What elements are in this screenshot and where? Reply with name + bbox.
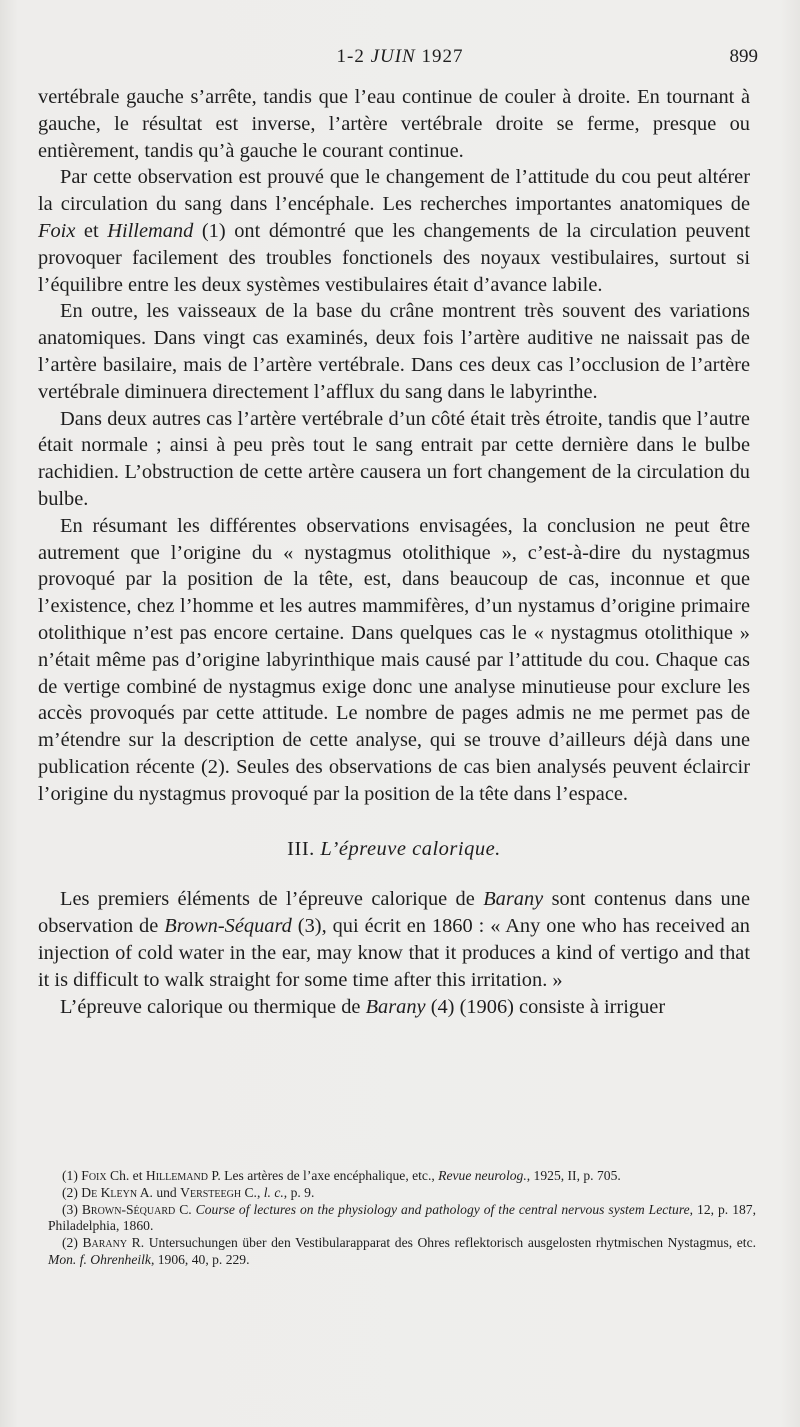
text-run: et bbox=[75, 219, 108, 242]
text-run: sont contenus dans une observation de bbox=[38, 888, 750, 938]
footnote-author: Hillemand bbox=[145, 1168, 208, 1183]
text-run: (1) ont démontré que les changements de la circulation peuvent provoquer facilement des troubles fonctionels des noyaux vestibulaires, surtout si l’équilibre entre les deux systèmes vestibulaires était d’avance labile. bbox=[38, 219, 750, 296]
footnote-4 bbox=[48, 1235, 756, 1269]
text-run: Les premiers éléments de l’épreuve calorique de bbox=[60, 888, 484, 911]
footnote-author: Barany bbox=[82, 1235, 128, 1251]
text-run: , 1925, II, p. 705. bbox=[526, 1168, 621, 1183]
text-run: Ch. et bbox=[106, 1168, 146, 1183]
footnote-mark: (1) bbox=[62, 1168, 78, 1183]
footnote-1 bbox=[48, 1168, 756, 1185]
author-name-barany: Barany bbox=[365, 995, 426, 1018]
running-title-prefix: 1-2 bbox=[336, 46, 365, 67]
paragraph-2 bbox=[38, 164, 750, 298]
footnotes bbox=[48, 1168, 756, 1269]
footnote-author: Brown-Séquard bbox=[81, 1201, 176, 1217]
book-title: Course of lectures on the physiology and pathology of the central nervous system Lecture bbox=[195, 1201, 690, 1217]
page-number: 899 bbox=[729, 46, 758, 67]
paragraph-3: En outre, les vaisseaux de la base du crâne montrent très souvent des variations anatomiques. Dans vingt cas examinés, deux fois l’artère auditive ne naissait pas de l’artère basilaire, mais de l’artère vertébrale. Dans ces deux cas l’occlusion de l’artère vertébrale diminuera directement l’afflux du sang dans le labyrinthe. bbox=[38, 300, 750, 403]
text-run: , 1906, 40, p. 229. bbox=[150, 1251, 250, 1267]
footnote-author: Foix bbox=[81, 1168, 107, 1183]
journal-title: Mon. f. Ohrenheilk bbox=[48, 1251, 151, 1267]
text-run: (3), qui écrit en 1860 : « Any one who has received an injection of cold water in the ear, may know that it produces a kind of vertigo and that it is difficult to walk straight for some time after this irritation. » bbox=[38, 915, 750, 991]
author-name-hillemand: Hillemand bbox=[107, 219, 194, 242]
text-run: R. Untersuchungen über den Vestibularapparat des Ohres reflektorisch ausgelosten rhytmischen Nystagmus, etc. bbox=[127, 1235, 756, 1251]
footnote-author: De Kleyn bbox=[81, 1184, 138, 1200]
author-name-foix: Foix bbox=[38, 219, 76, 242]
main-text bbox=[38, 84, 750, 1020]
author-name-brown-sequard: Brown-Séquard bbox=[164, 915, 292, 938]
journal-title: Revue neurolog. bbox=[438, 1168, 527, 1183]
paragraph-5: En résumant les différentes observations envisagées, la conclusion ne peut être autrement que l’origine du « nystagmus otolithique », c’est-à-dire du nystagmus provoqué par la position de la tête, est, dans beaucoup de cas, inconnue et que l’existence, chez l’homme et les autres mammifères, d’un nystamus d’origine primaire otolithique n’est pas encore certaine. Dans quelques cas le « nystagmus otolithique » n’était même pas d’origine labyrinthique mais causé par l’attitude du cou. Chaque cas de vertige combiné de nystagmus exige donc une analyse minutieuse pour exclure les accès provoqués par cette attitude. Le nombre de pages admis ne me permet pas de m’étendre sur la description de cette analyse, qui se trouve d’ailleurs déjà dans une publication récente (2). Seules des observations de cas bien analysés peuvent éclaircir l’origine du nystagmus provoqué par la position de la tête dans l’espace. bbox=[38, 514, 750, 805]
paragraph-1: vertébrale gauche s’arrête, tandis que l’eau continue de couler à droite. En tournant à gauche, le résultat est inverse, l’artère vertébrale droite se ferme, presque ou entièrement, tandis qu’à gauche le courant continue. bbox=[38, 86, 750, 162]
paragraph-6 bbox=[38, 886, 750, 993]
running-title-month: JUIN bbox=[370, 46, 416, 67]
paragraph-4: Dans deux autres cas l’artère vertébrale d’un côté était très étroite, tandis que l’autre était normale ; ainsi à peu près tout le sang entrait par cette dernière dans le bulbe rachidien. L’obstruction de cette artère causera un fort changement de la circulation du bulbe. bbox=[38, 407, 750, 510]
section-heading bbox=[38, 836, 750, 863]
text-run: A. und bbox=[137, 1184, 181, 1200]
footnote-mark: (2) bbox=[62, 1235, 78, 1251]
text-run: C. bbox=[175, 1201, 196, 1217]
text-run: , 12, p. 187, Philadelphia, 1860. bbox=[48, 1201, 756, 1234]
text-run: l. c. bbox=[263, 1184, 284, 1200]
text-run: Par cette observation est prouvé que le changement de l’attitude du cou peut altérer la circulation du sang dans l’encéphale. Les recherches importantes anatomiques de bbox=[38, 166, 750, 216]
running-title bbox=[0, 46, 800, 68]
running-header bbox=[0, 46, 800, 72]
text-run: L’épreuve calorique ou thermique de bbox=[60, 995, 366, 1018]
footnote-mark: (3) bbox=[62, 1201, 78, 1217]
text-run: P. Les artères de l’axe encéphalique, etc., bbox=[207, 1168, 439, 1183]
footnote-author: Versteegh bbox=[180, 1184, 242, 1200]
running-title-year: 1927 bbox=[421, 46, 464, 67]
section-title: L’épreuve calorique. bbox=[320, 837, 501, 860]
section-number: III. bbox=[287, 837, 315, 860]
footnote-mark: (2) bbox=[62, 1184, 78, 1200]
paragraph-7 bbox=[38, 994, 750, 1021]
author-name-barany: Barany bbox=[483, 888, 544, 911]
text-run: , p. 9. bbox=[283, 1184, 315, 1200]
text-run: (4) (1906) consiste à irriguer bbox=[425, 995, 666, 1018]
footnote-3 bbox=[48, 1202, 756, 1236]
footnote-2 bbox=[48, 1185, 756, 1202]
text-run: C., bbox=[241, 1184, 264, 1200]
